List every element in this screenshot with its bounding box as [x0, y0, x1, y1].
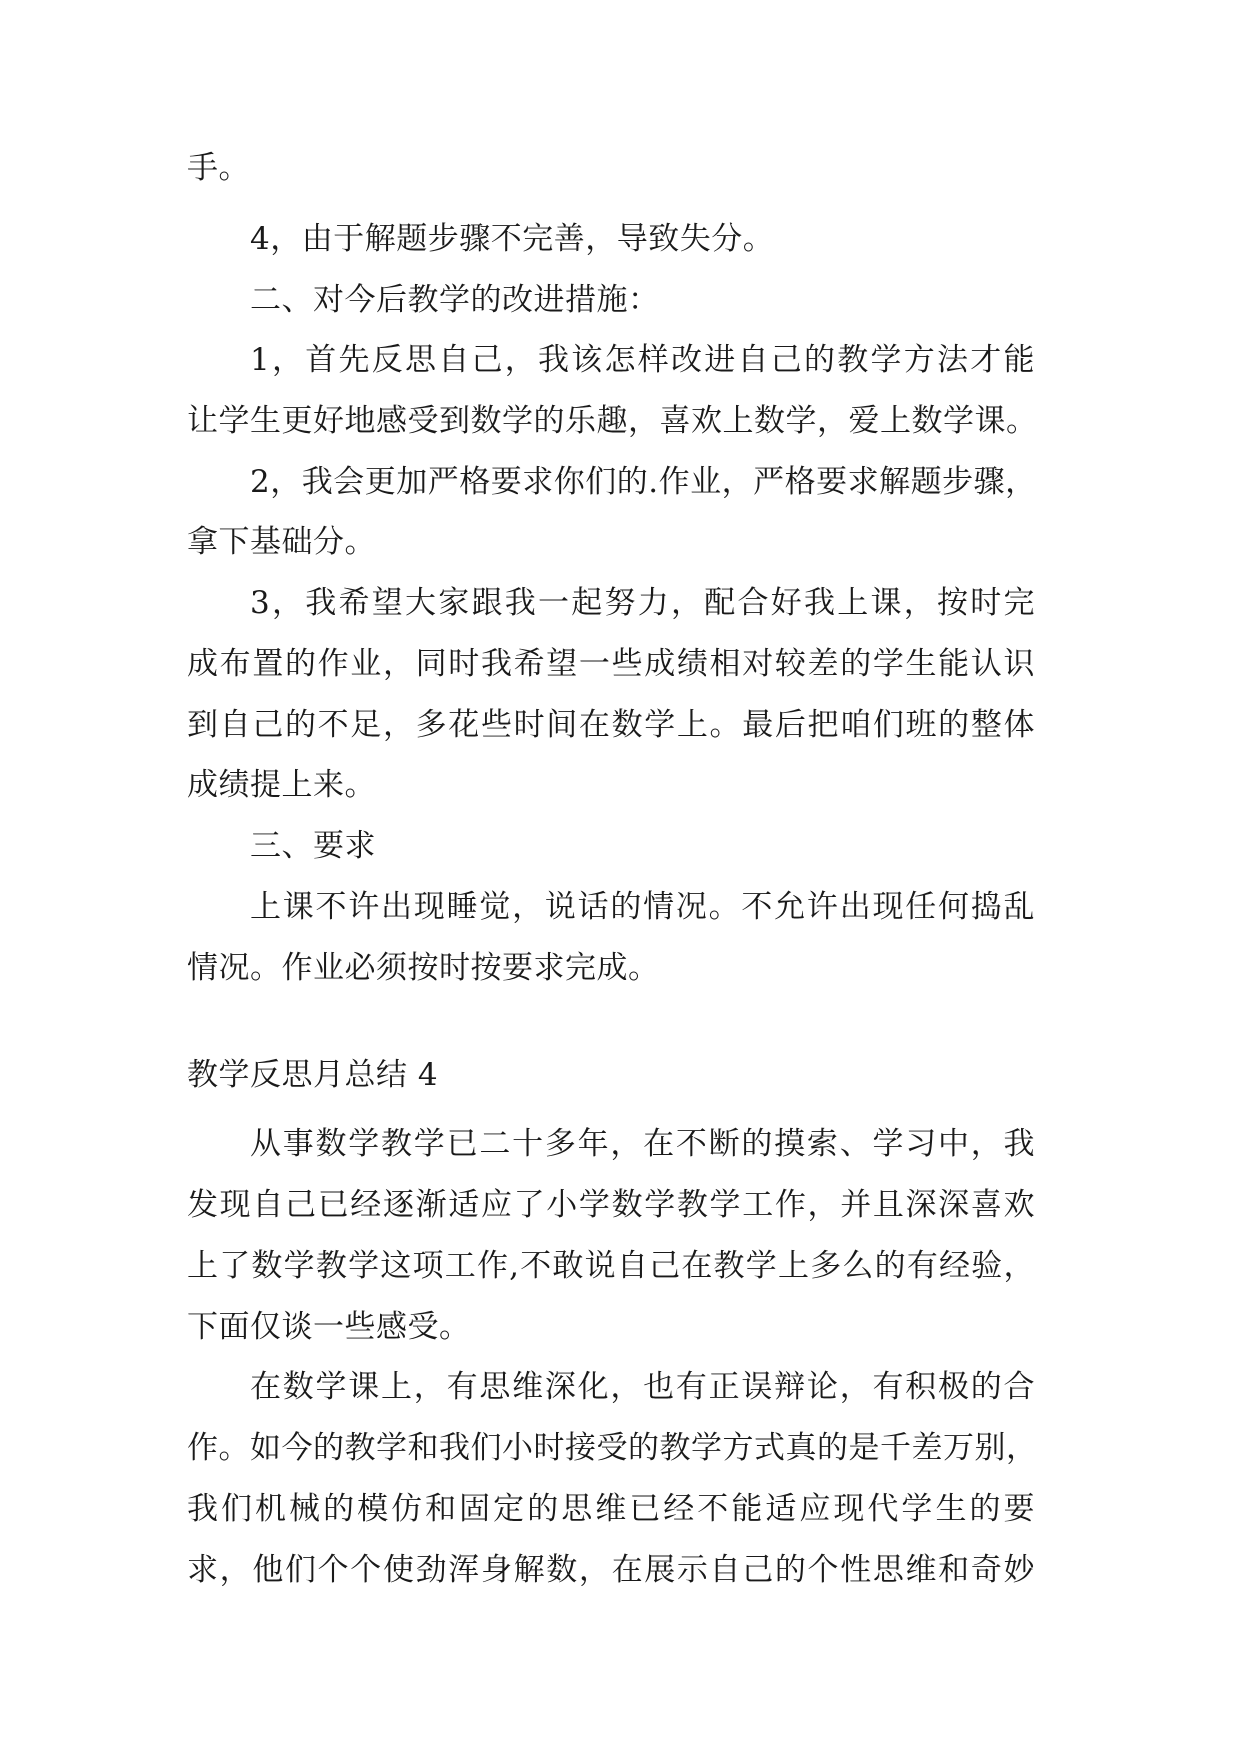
text-line: 情况。作业必须按时按要求完成。 — [187, 950, 660, 986]
text-line: 4，由于解题步骤不完善，导致失分。 — [250, 221, 775, 257]
text-line: 让学生更好地感受到数学的乐趣，喜欢上数学，爱上数学课。 — [187, 403, 1038, 439]
text-line: 下面仅谈一些感受。 — [187, 1309, 471, 1345]
text-line: 拿下基础分。 — [187, 524, 376, 560]
text-line: 成布置的作业，同时我希望一些成绩相对较差的学生能认识 — [187, 646, 1035, 682]
text-line: 求，他们个个使劲浑身解数，在展示自己的个性思维和奇妙 — [187, 1552, 1035, 1588]
text-line: 我们机械的模仿和固定的思维已经不能适应现代学生的要 — [187, 1491, 1035, 1527]
text-line: 从事数学教学已二十多年，在不断的摸索、学习中，我 — [250, 1126, 1035, 1162]
section-heading: 三、要求 — [250, 828, 376, 864]
text-line: 作。如今的教学和我们小时接受的教学方式真的是千差万别， — [187, 1430, 1038, 1466]
text-line: 上了数学教学这项工作,不敢说自己在教学上多么的有经验， — [187, 1248, 1035, 1284]
text-line: 1，首先反思自己，我该怎样改进自己的教学方法才能 — [250, 342, 1035, 378]
text-line: 到自己的不足，多花些时间在数学上。最后把咱们班的整体 — [187, 707, 1035, 743]
text-line: 上课不许出现睡觉，说话的情况。不允许出现任何捣乱 — [250, 889, 1035, 925]
section-heading: 二、对今后教学的改进措施： — [250, 282, 660, 318]
text-line: 手。 — [187, 150, 250, 186]
section-title: 教学反思月总结 4 — [187, 1057, 439, 1093]
text-line: 在数学课上，有思维深化，也有正误辩论，有积极的合 — [250, 1369, 1035, 1405]
text-line: 成绩提上来。 — [187, 767, 376, 803]
text-line: 2，我会更加严格要求你们的.作业，严格要求解题步骤， — [250, 464, 1037, 500]
text-line: 3，我希望大家跟我一起努力，配合好我上课，按时完 — [250, 585, 1035, 621]
text-line: 发现自己已经逐渐适应了小学数学教学工作，并且深深喜欢 — [187, 1187, 1035, 1223]
